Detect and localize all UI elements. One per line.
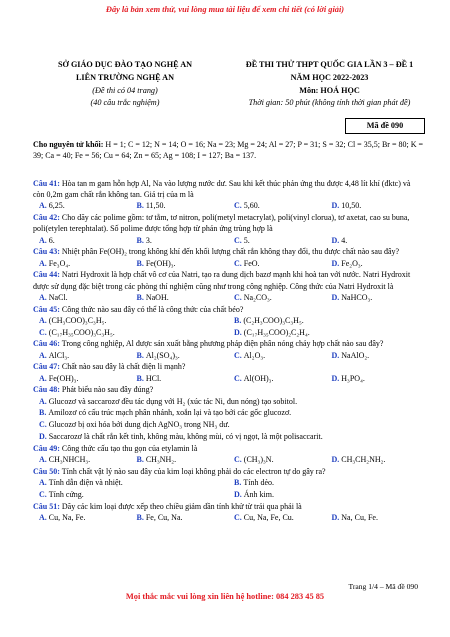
question-number: Câu 51: — [33, 501, 60, 511]
option-text: 6. — [48, 235, 55, 245]
option-text: Tính dẫn điện và nhiệt. — [48, 478, 123, 487]
option-letter: C. — [234, 350, 242, 360]
option-text: NaAlO₂. — [341, 350, 370, 360]
preview-banner: Đây là bản xem thử, vui lòng mua tài liệu để xem chi tiết (có lời giải) — [105, 5, 345, 14]
option-letter: B. — [136, 455, 144, 464]
answer-option — [228, 200, 326, 212]
option-text: Fe(OH)₃. — [145, 258, 176, 268]
school-name: LIÊN TRƯỜNG NGHỆ AN — [75, 72, 175, 82]
question-text: Cho dãy các polime gồm: tơ tằm, tơ nitron, poli(metyl metacrylat), poli(vinyl clorua), tơ axetat, cao su buna, poli(etylen terephtalat). Số polime được tổng hợp từ phản ứng trùng hợp là — [33, 213, 410, 234]
question-number: Câu 41: — [33, 179, 60, 188]
option-letter: D. — [331, 512, 340, 522]
answer-option — [33, 200, 131, 212]
answer-option — [228, 327, 423, 339]
option-text: CH₃CH₂NH₂. — [341, 455, 386, 464]
question-number: Câu 43: — [33, 247, 60, 257]
option-letter: B. — [136, 201, 144, 211]
question-text: Natri Hydroxit là hợp chất vô cơ của Natri, tạo ra dung dịch bazơ mạnh khi hoà tan với nước. Natri Hydroxit được sử dụng đặc biệt trong các phòng thí nghiệm cũng như trong công nghiệp. Công thức của Natri Hydroxit là — [33, 270, 411, 291]
option-letter: C. — [39, 420, 47, 430]
answer-option — [131, 200, 229, 212]
option-letter: D. — [331, 455, 340, 464]
answer-option — [33, 454, 131, 466]
option-text: 4. — [341, 235, 348, 245]
option-letter: B. — [234, 315, 242, 325]
answer-option — [33, 350, 131, 362]
option-text: Na₂CO₃. — [243, 292, 272, 302]
question-text: Công thức nào sau đây có thể là công thức của chất béo? — [59, 304, 244, 314]
answer-option — [326, 235, 424, 247]
question-text: Nhiệt phân Fe(OH)₂ trong không khí đến khối lượng chất rắn không thay đổi, thu được chất nào sau đây? — [59, 247, 400, 257]
answer-option — [228, 350, 326, 362]
option-text: Al₂O₃. — [243, 350, 266, 360]
answer-option — [228, 373, 326, 385]
option-letter: C. — [39, 327, 47, 337]
option-letter: D. — [331, 292, 340, 302]
answer-option — [326, 512, 424, 524]
option-letter: A. — [39, 512, 47, 522]
answer-option — [228, 292, 326, 304]
option-text: CH₃NH₂. — [145, 455, 177, 464]
school-year: NĂM HỌC 2022-2023 — [290, 72, 369, 82]
answer-option — [228, 477, 423, 489]
option-letter: A. — [39, 455, 47, 464]
option-text: NaCl. — [48, 292, 68, 302]
answer-option — [33, 477, 228, 489]
option-letter: C. — [234, 512, 242, 522]
question-number: Câu 49: — [33, 443, 60, 453]
answer-option — [33, 373, 131, 385]
option-text: (CH₃COO)₃C₃H₅. — [48, 315, 107, 325]
option-letter: D. — [331, 258, 340, 268]
question — [33, 361, 423, 372]
option-text: NaOH. — [145, 292, 169, 302]
question — [33, 269, 423, 291]
option-text: Glucozơ bị oxi hóa bởi dung dịch AgNO₃ trong NH₃ dư. — [48, 420, 230, 430]
answer-option — [33, 315, 228, 327]
question — [33, 466, 423, 477]
option-text: Cu, Na, Fe. — [48, 512, 86, 522]
question — [33, 304, 423, 315]
question-number: Câu 46: — [33, 339, 60, 349]
option-text: (C₂H₃COO)₃C₃H₅. — [243, 315, 304, 325]
answer-option — [131, 454, 229, 466]
question-count-note: (40 câu trắc nghiệm) — [90, 98, 160, 108]
question-text: Tính chất vật lý nào sau đây của kim loại không phải do các electron tự do gây ra? — [59, 466, 326, 476]
option-letter: B. — [136, 292, 144, 302]
option-text: FeO. — [243, 258, 260, 268]
option-letter: C. — [234, 201, 242, 211]
page-count-note: (Đề thi có 04 trang) — [92, 85, 158, 95]
option-text: 3. — [145, 235, 152, 245]
page-footer: Trang 1/4 – Mã đề 090 — [348, 582, 418, 591]
question-text: Hòa tan m gam hỗn hợp Al, Na vào lượng nước dư. Sau khi kết thúc phản ứng thu được 4,48 lít khí (đktc) và còn 0,2m gam chất rắn không tan. Giá trị của m là — [33, 179, 411, 200]
answer-option — [33, 489, 228, 501]
option-text: Fe, Cu, Na. — [145, 512, 183, 522]
question-number: Câu 42: — [33, 213, 60, 223]
option-letter: C. — [39, 489, 47, 499]
option-text: Saccarozơ là chất rắn kết tinh, không màu, không mùi, có vị ngọt, là một polisaccarit. — [48, 432, 323, 441]
question — [33, 178, 423, 200]
option-text: (C₁₇H₃₅COO)₂C₂H₄. — [243, 327, 310, 337]
option-letter: B. — [136, 235, 144, 245]
answer-option — [33, 327, 228, 339]
option-letter: B. — [136, 512, 144, 522]
option-letter: B. — [39, 408, 47, 418]
department-name: SỞ GIÁO DỤC ĐÀO TẠO NGHỆ AN — [57, 60, 193, 69]
answer-option — [326, 373, 424, 385]
header-left — [40, 59, 210, 110]
answer-option — [33, 431, 423, 442]
option-text: 5. — [243, 235, 250, 245]
question-number: Câu 48: — [33, 385, 60, 395]
exam-title: ĐỀ THI THỬ THPT QUỐC GIA LẦN 3 – ĐỀ 1 — [245, 60, 414, 69]
option-letter: A. — [39, 478, 47, 487]
option-text: Ánh kim. — [243, 489, 275, 499]
option-letter: B. — [136, 258, 144, 268]
option-text: CH₃NHCH₃. — [48, 455, 91, 464]
option-text: Tính dẻo. — [243, 478, 275, 487]
answer-option — [33, 419, 423, 430]
option-letter: D. — [331, 235, 340, 245]
option-letter: A. — [39, 235, 47, 245]
atomic-masses-text: H = 1; C = 12; N = 14; O = 16; Na = 23; Mg = 24; Al = 27; P = 31; S = 32; Cl = 35,5; Br = 80; K = 39; Ca = 40; Fe = 56; Cu = 64; Zn = 65; Ag = 108; I = 127; Ba = 137. — [33, 140, 424, 161]
answer-option — [228, 512, 326, 524]
answer-option — [33, 292, 131, 304]
option-letter: D. — [331, 373, 340, 383]
option-text: (C₁₇H₃₅COO)₃C₃H₅. — [48, 327, 115, 337]
option-letter: C. — [234, 373, 242, 383]
option-text: HCl. — [145, 373, 162, 383]
question — [33, 384, 423, 395]
answer-option — [131, 350, 229, 362]
atomic-masses-label: Cho nguyên tử khối: — [33, 140, 104, 149]
option-text: Glucozơ và saccarozơ đều tác dụng với H₂ (xúc tác Ni, đun nóng) tạo sobitol. — [48, 396, 298, 406]
option-text: 5,60. — [243, 201, 260, 211]
answer-option — [33, 407, 423, 418]
option-letter: A. — [39, 350, 47, 360]
option-letter: D. — [234, 327, 242, 337]
option-text: Cu, Na, Fe, Cu. — [243, 512, 294, 522]
header-right — [222, 59, 437, 110]
option-letter: C. — [234, 235, 242, 245]
answer-option — [228, 454, 326, 466]
option-text: Fe₂O₃. — [341, 258, 363, 268]
hotline-banner: Mọi thắc mắc vui lòng xin liên hệ hotline: 084 283 45 85 — [125, 592, 325, 601]
atomic-masses — [33, 139, 423, 161]
question-list — [33, 178, 423, 524]
answer-option — [326, 258, 424, 270]
option-letter: A. — [39, 258, 47, 268]
option-letter: C. — [234, 258, 242, 268]
subject: Môn: HOÁ HỌC — [299, 85, 360, 95]
question — [33, 338, 423, 349]
option-letter: D. — [331, 350, 340, 360]
answer-option — [326, 350, 424, 362]
question — [33, 212, 423, 234]
answer-option — [326, 200, 424, 212]
question-text: Công thức cấu tạo thu gọn của etylamin là — [59, 443, 198, 453]
answer-option — [33, 258, 131, 270]
question — [33, 246, 423, 257]
answer-option — [228, 489, 423, 501]
answer-option — [326, 292, 424, 304]
answer-option — [131, 512, 229, 524]
option-letter: C. — [234, 292, 242, 302]
answer-option — [33, 396, 423, 407]
option-text: H₃PO₄. — [341, 373, 365, 383]
question-text: Dãy các kim loại được xếp theo chiều giảm dần tính khử từ trái qua phải là — [59, 501, 302, 511]
question — [33, 443, 423, 454]
answer-option — [228, 258, 326, 270]
option-text: Al₂(SO₄)₃. — [145, 350, 180, 360]
option-letter: A. — [39, 315, 47, 325]
option-text: Fe(OH)₃. — [48, 373, 79, 383]
question-text: Phát biểu nào sau đây đúng? — [59, 385, 154, 395]
option-letter: B. — [136, 350, 144, 360]
answer-option — [131, 258, 229, 270]
answer-option — [131, 235, 229, 247]
question-number: Câu 50: — [33, 466, 60, 476]
option-text: Al(OH)₃. — [243, 373, 274, 383]
option-text: Tính cứng. — [48, 489, 84, 499]
question — [33, 501, 423, 512]
option-text: AlCl₃. — [48, 350, 70, 360]
answer-option — [228, 315, 423, 327]
option-text: NaHCO₃. — [341, 292, 373, 302]
question-text: Trong công nghiệp, Al được sản xuất bằng phương pháp điện phân nóng chảy hợp chất nào sau đây? — [59, 339, 384, 349]
option-letter: A. — [39, 373, 47, 383]
option-letter: A. — [39, 396, 47, 406]
option-letter: A. — [39, 292, 47, 302]
option-letter: D. — [331, 201, 340, 211]
answer-option — [131, 292, 229, 304]
answer-option — [131, 373, 229, 385]
time-note: Thời gian: 50 phút (không tính thời gian phát đề) — [248, 98, 411, 108]
answer-option — [33, 512, 131, 524]
option-letter: D. — [234, 489, 242, 499]
option-text: Fe₃O₄. — [48, 258, 71, 268]
option-letter: C. — [234, 455, 242, 464]
answer-option — [326, 454, 424, 466]
exam-code-box: Mã đề 090 — [345, 118, 425, 134]
question-number: Câu 45: — [33, 304, 60, 314]
question-number: Câu 44: — [33, 270, 60, 280]
option-text: Na, Cu, Fe. — [341, 512, 378, 522]
option-text: 11,50. — [145, 201, 166, 211]
option-letter: B. — [234, 478, 242, 487]
option-text: 6,25. — [48, 201, 65, 211]
option-letter: D. — [39, 432, 47, 441]
option-text: Amilozơ có cấu trúc mạch phân nhánh, xoắn lại và tạo bởi các gốc glucozơ. — [48, 408, 292, 418]
question-text: Chất nào sau đây là chất điện li mạnh? — [59, 362, 186, 372]
option-text: 10,50. — [341, 201, 362, 211]
question-number: Câu 47: — [33, 362, 60, 372]
option-text: (CH₃)₃N. — [243, 455, 274, 464]
answer-option — [33, 235, 131, 247]
option-letter: A. — [39, 201, 47, 211]
option-letter: B. — [136, 373, 144, 383]
answer-option — [228, 235, 326, 247]
